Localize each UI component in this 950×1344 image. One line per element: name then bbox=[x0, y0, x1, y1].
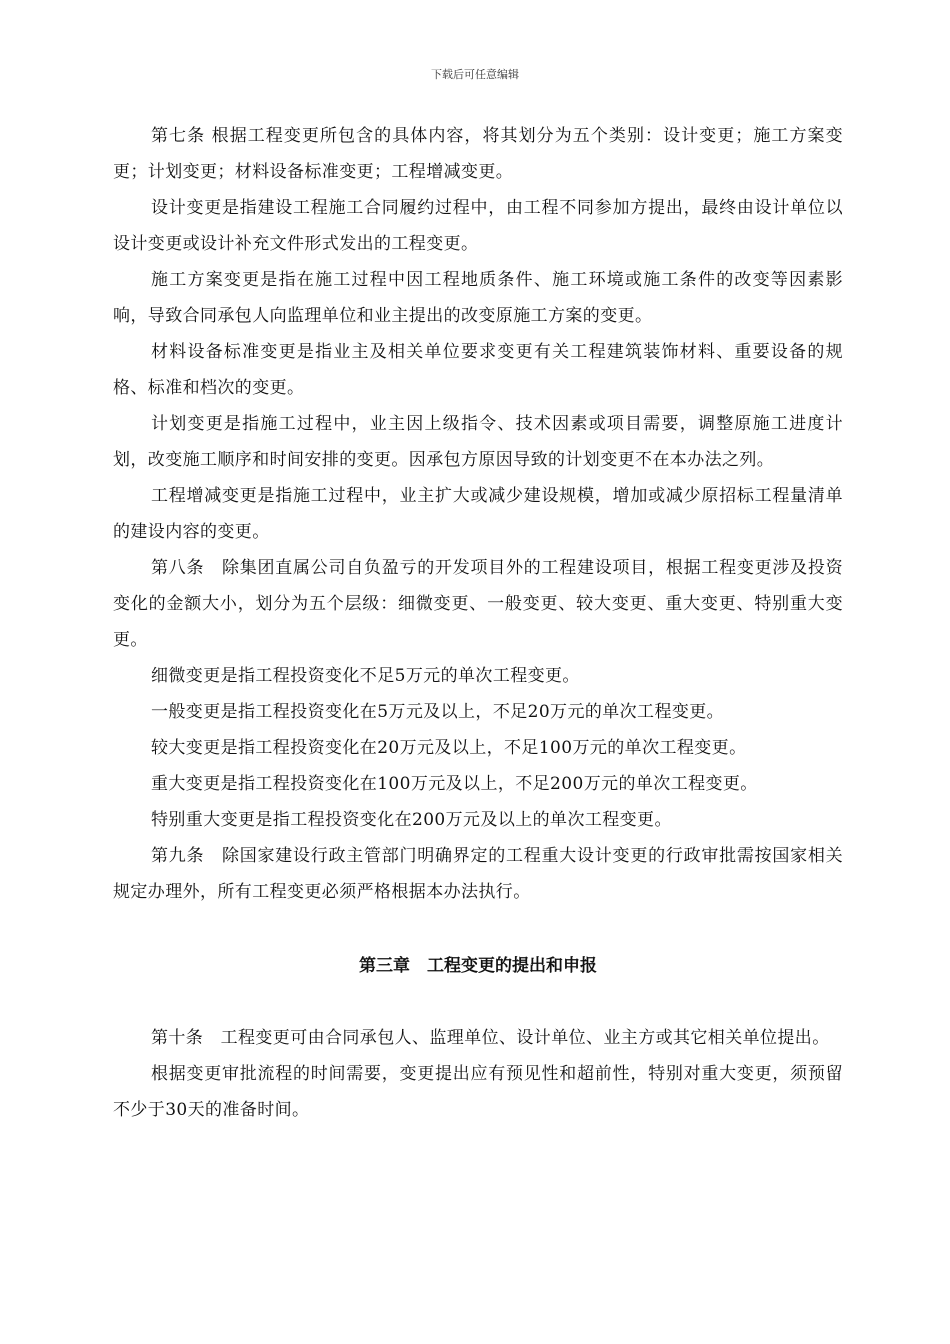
scope-change-paragraph: 工程增减变更是指施工过程中，业主扩大或减少建设规模，增加或减少原招标工程量清单的建设内容的变更。 bbox=[113, 486, 843, 542]
article-10-paragraph: 第十条 工程变更可由合同承包人、监理单位、设计单位、业主方或其它相关单位提出。 bbox=[151, 1028, 830, 1048]
larger-change-paragraph: 较大变更是指工程投资变化在20万元及以上，不足100万元的单次工程变更。 bbox=[151, 738, 747, 758]
minor-change-paragraph: 细微变更是指工程投资变化不足5万元的单次工程变更。 bbox=[151, 666, 580, 686]
especially-major-change-paragraph: 特别重大变更是指工程投资变化在200万元及以上的单次工程变更。 bbox=[151, 810, 672, 830]
change-lead-time-paragraph: 根据变更审批流程的时间需要，变更提出应有预见性和超前性，特别对重大变更，须预留不少于30天的准备时间。 bbox=[113, 1064, 843, 1120]
article-9-paragraph: 第九条 除国家建设行政主管部门明确界定的工程重大设计变更的行政审批需按国家相关规定办理外，所有工程变更必须严格根据本办法执行。 bbox=[113, 846, 843, 902]
material-standard-change-paragraph: 材料设备标准变更是指业主及相关单位要求变更有关工程建筑装饰材料、重要设备的规格、标准和档次的变更。 bbox=[113, 342, 843, 398]
construction-plan-change-paragraph: 施工方案变更是指在施工过程中因工程地质条件、施工环境或施工条件的改变等因素影响，导致合同承包人向监理单位和业主提出的改变原施工方案的变更。 bbox=[113, 270, 843, 326]
major-change-paragraph: 重大变更是指工程投资变化在100万元及以上，不足200万元的单次工程变更。 bbox=[151, 774, 758, 794]
chapter-title: 第三章 工程变更的提出和申报 bbox=[359, 956, 597, 976]
article-7-paragraph: 第七条 根据工程变更所包含的具体内容，将其划分为五个类别：设计变更；施工方案变更；计划变更；材料设备标准变更；工程增减变更。 bbox=[113, 126, 843, 182]
design-change-paragraph: 设计变更是指建设工程施工合同履约过程中，由工程不同参加方提出，最终由设计单位以设计变更或设计补充文件形式发出的工程变更。 bbox=[113, 198, 843, 254]
document-body bbox=[113, 118, 843, 1128]
article-8-paragraph: 第八条 除集团直属公司自负盈亏的开发项目外的工程建设项目，根据工程变更涉及投资变化的金额大小，划分为五个层级：细微变更、一般变更、较大变更、重大变更、特别重大变更。 bbox=[113, 558, 843, 650]
general-change-paragraph: 一般变更是指工程投资变化在5万元及以上，不足20万元的单次工程变更。 bbox=[151, 702, 725, 722]
page-header: 下载后可任意编辑 bbox=[431, 68, 519, 81]
schedule-change-paragraph: 计划变更是指施工过程中，业主因上级指令、技术因素或项目需要，调整原施工进度计划，改变施工顺序和时间安排的变更。因承包方原因导致的计划变更不在本办法之列。 bbox=[113, 414, 843, 470]
